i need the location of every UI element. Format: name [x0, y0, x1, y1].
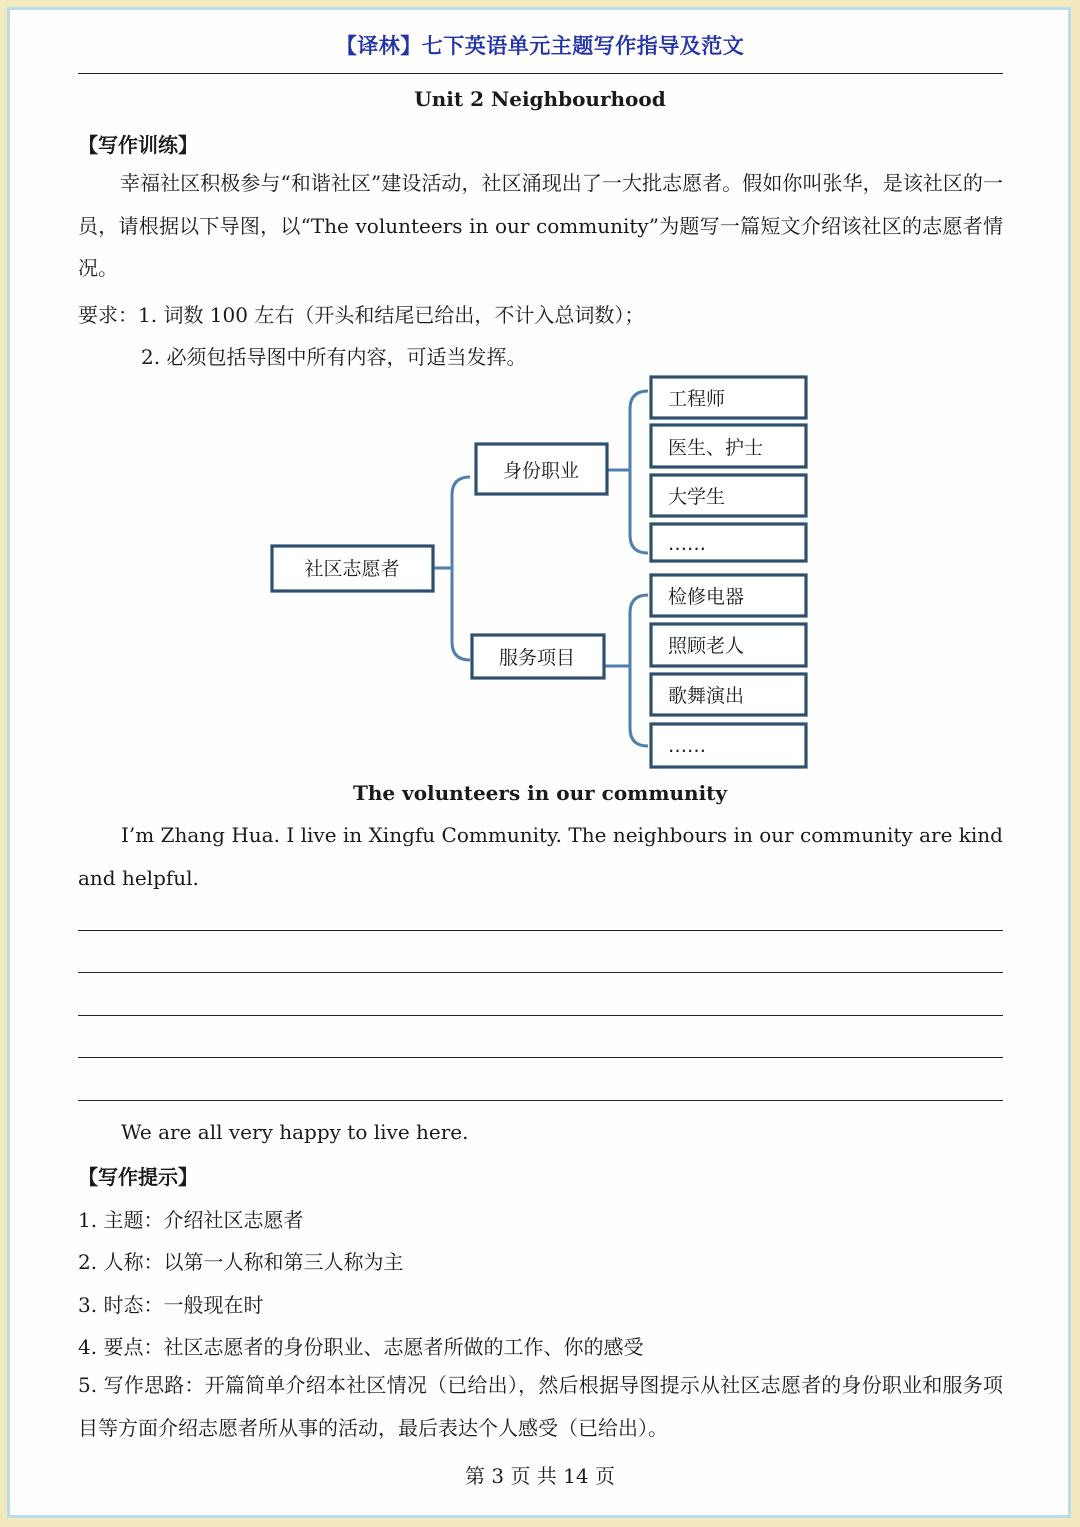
mindmap-branch-service-label: 服务项目	[498, 647, 576, 669]
section-writing-tips: 【写作提示】	[78, 1165, 198, 1189]
tip-item: 1. 主题：介绍社区志愿者	[78, 1208, 304, 1232]
requirement-2: 2. 必须包括导图中所有内容，可适当发挥。	[141, 345, 527, 369]
tip-item: 2. 人称：以第一人称和第三人称为主	[78, 1250, 404, 1274]
page-footer: 第 3 页 共 14 页	[465, 1464, 615, 1488]
mindmap-item-etc: ……	[668, 533, 706, 555]
tip-item: 3. 时态：一般现在时	[78, 1293, 264, 1317]
essay-closing: We are all very happy to live here.	[121, 1120, 469, 1144]
mind-map	[0, 370, 1080, 780]
tip-item: 4. 要点：社区志愿者的身份职业、志愿者所做的工作、你的感受	[78, 1335, 644, 1359]
mindmap-item-repair: 检修电器	[668, 586, 745, 608]
mindmap-item-performance: 歌舞演出	[668, 685, 745, 707]
writing-prompt: 幸福社区积极参与“和谐社区”建设活动，社区涌现出了一大批志愿者。假如你叫张华，是该社区的一员，请根据以下导图，以“The volunteers in our community”为题写一篇短文介绍该社区的志愿者情况。	[78, 171, 1003, 280]
essay-title: The volunteers in our community	[352, 781, 728, 805]
requirement-1: 要求：1. 词数 100 左右（开头和结尾已给出，不计入总词数）；	[78, 303, 645, 327]
section-writing-training: 【写作训练】	[78, 133, 198, 157]
mindmap-branch-identity-label: 身份职业	[502, 460, 580, 482]
unit-title: Unit 2 Neighbourhood	[414, 87, 666, 111]
tip-item: 5. 写作思路：开篇简单介绍本社区情况（已给出），然后根据导图提示从社区志愿者的身份职业和服务项目等方面介绍志愿者所从事的活动，最后表达个人感受（已给出）。	[78, 1373, 1003, 1440]
mindmap-item-etc: ……	[668, 735, 706, 757]
mindmap-item-student: 大学生	[668, 486, 726, 508]
answer-line[interactable]	[78, 1057, 1003, 1058]
mindmap-item-engineer: 工程师	[668, 388, 726, 410]
header-rule	[78, 73, 1003, 74]
essay-opening: I’m Zhang Hua. I live in Xingfu Community. The neighbours in our community are kind and helpful.	[78, 823, 1003, 890]
answer-line[interactable]	[78, 972, 1003, 973]
mindmap-item-doctor-nurse: 医生、护士	[668, 437, 764, 459]
document-header: 【译林】七下英语单元主题写作指导及范文	[335, 34, 745, 58]
answer-line[interactable]	[78, 1100, 1003, 1101]
mindmap-root-label: 社区志愿者	[304, 558, 400, 580]
answer-line[interactable]	[78, 930, 1003, 931]
mindmap-item-elderly-care: 照顾老人	[668, 635, 745, 657]
answer-line[interactable]	[78, 1015, 1003, 1016]
